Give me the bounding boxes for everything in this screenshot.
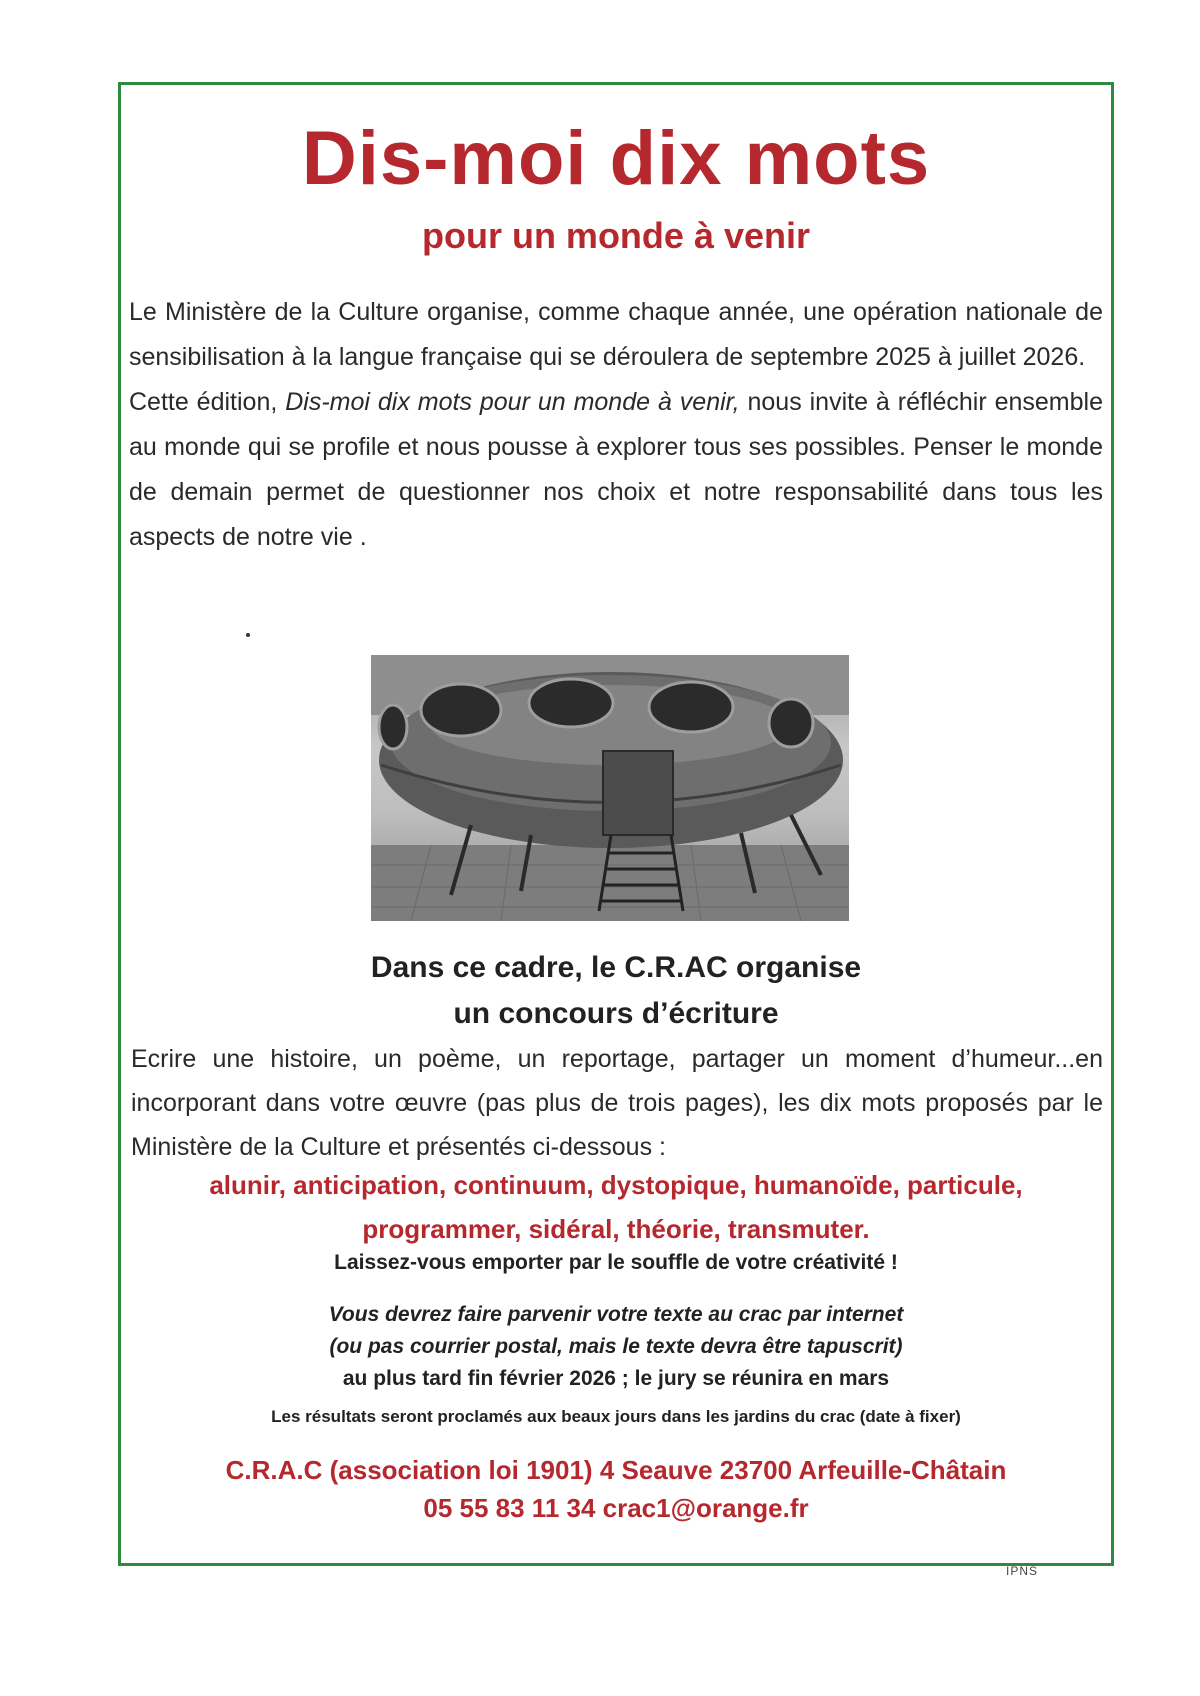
words-line-1: alunir, anticipation, continuum, dystopique, humanoïde, particule, (209, 1170, 1023, 1200)
ipns-mark: IPNS (1006, 1564, 1039, 1578)
intro-paragraph-1: Le Ministère de la Culture organise, comme chaque année, une opération nationale de sensibilisation à la langue française qui se déroulera de septembre 2025 à juillet 2026. (129, 298, 1103, 371)
instructions-line-2: (ou pas courrier postal, mais le texte devra être tapuscrit) (329, 1335, 903, 1358)
intro-paragraph-2 (129, 380, 1103, 560)
section-heading (121, 945, 1111, 1037)
intro-p2-end: nous invite à réfléchir ensemble au monde qui se profile et nous pousse à explorer tous ses possibles. Penser le monde de demain permet de questionner nos choix et notre responsabilité dans tous les aspects de notre vie . (129, 388, 1103, 551)
contact-phone-email: 05 55 83 11 34 crac1@orange.fr (423, 1493, 809, 1523)
instructions-line-3: au plus tard fin février 2026 ; le jury se réunira en mars (342, 1367, 890, 1390)
flying-saucer-house-photo (371, 655, 849, 921)
submission-instructions (121, 1299, 1111, 1395)
contact-block (121, 1451, 1111, 1527)
poster-subtitle: pour un monde à venir (421, 215, 811, 256)
results-note: Les résultats seront proclamés aux beaux jours dans les jardins du crac (date à fixer) (271, 1407, 961, 1426)
intro-p2-italic: Dis-moi dix mots pour un monde à venir, (285, 388, 740, 416)
ten-words-list (121, 1163, 1111, 1251)
contact-address: C.R.A.C (association loi 1901) 4 Seauve 23700 Arfeuille-Châtain (225, 1455, 1007, 1485)
words-line-2: programmer, sidéral, théorie, transmuter. (362, 1214, 870, 1244)
motto-text: Laissez-vous emporter par le souffle de votre créativité ! (334, 1251, 898, 1274)
section-heading-line-2: un concours d’écriture (453, 997, 779, 1030)
poster-title: Dis-moi dix mots (301, 116, 931, 201)
section-heading-line-1: Dans ce cadre, le C.R.AC organise (370, 951, 862, 984)
intro-text (129, 290, 1103, 560)
poster-frame (118, 82, 1114, 1566)
contest-description: Ecrire une histoire, un poème, un reportage, partager un moment d’humeur...en incorporant dans votre œuvre (pas plus de trois pages), les dix mots proposés par le Ministère de la Culture et présentés ci-dessous : (131, 1045, 1103, 1161)
stray-dot (246, 633, 250, 637)
instructions-line-1: Vous devrez faire parvenir votre texte au crac par internet (328, 1303, 904, 1326)
intro-p2-start: Cette édition, (129, 388, 286, 416)
